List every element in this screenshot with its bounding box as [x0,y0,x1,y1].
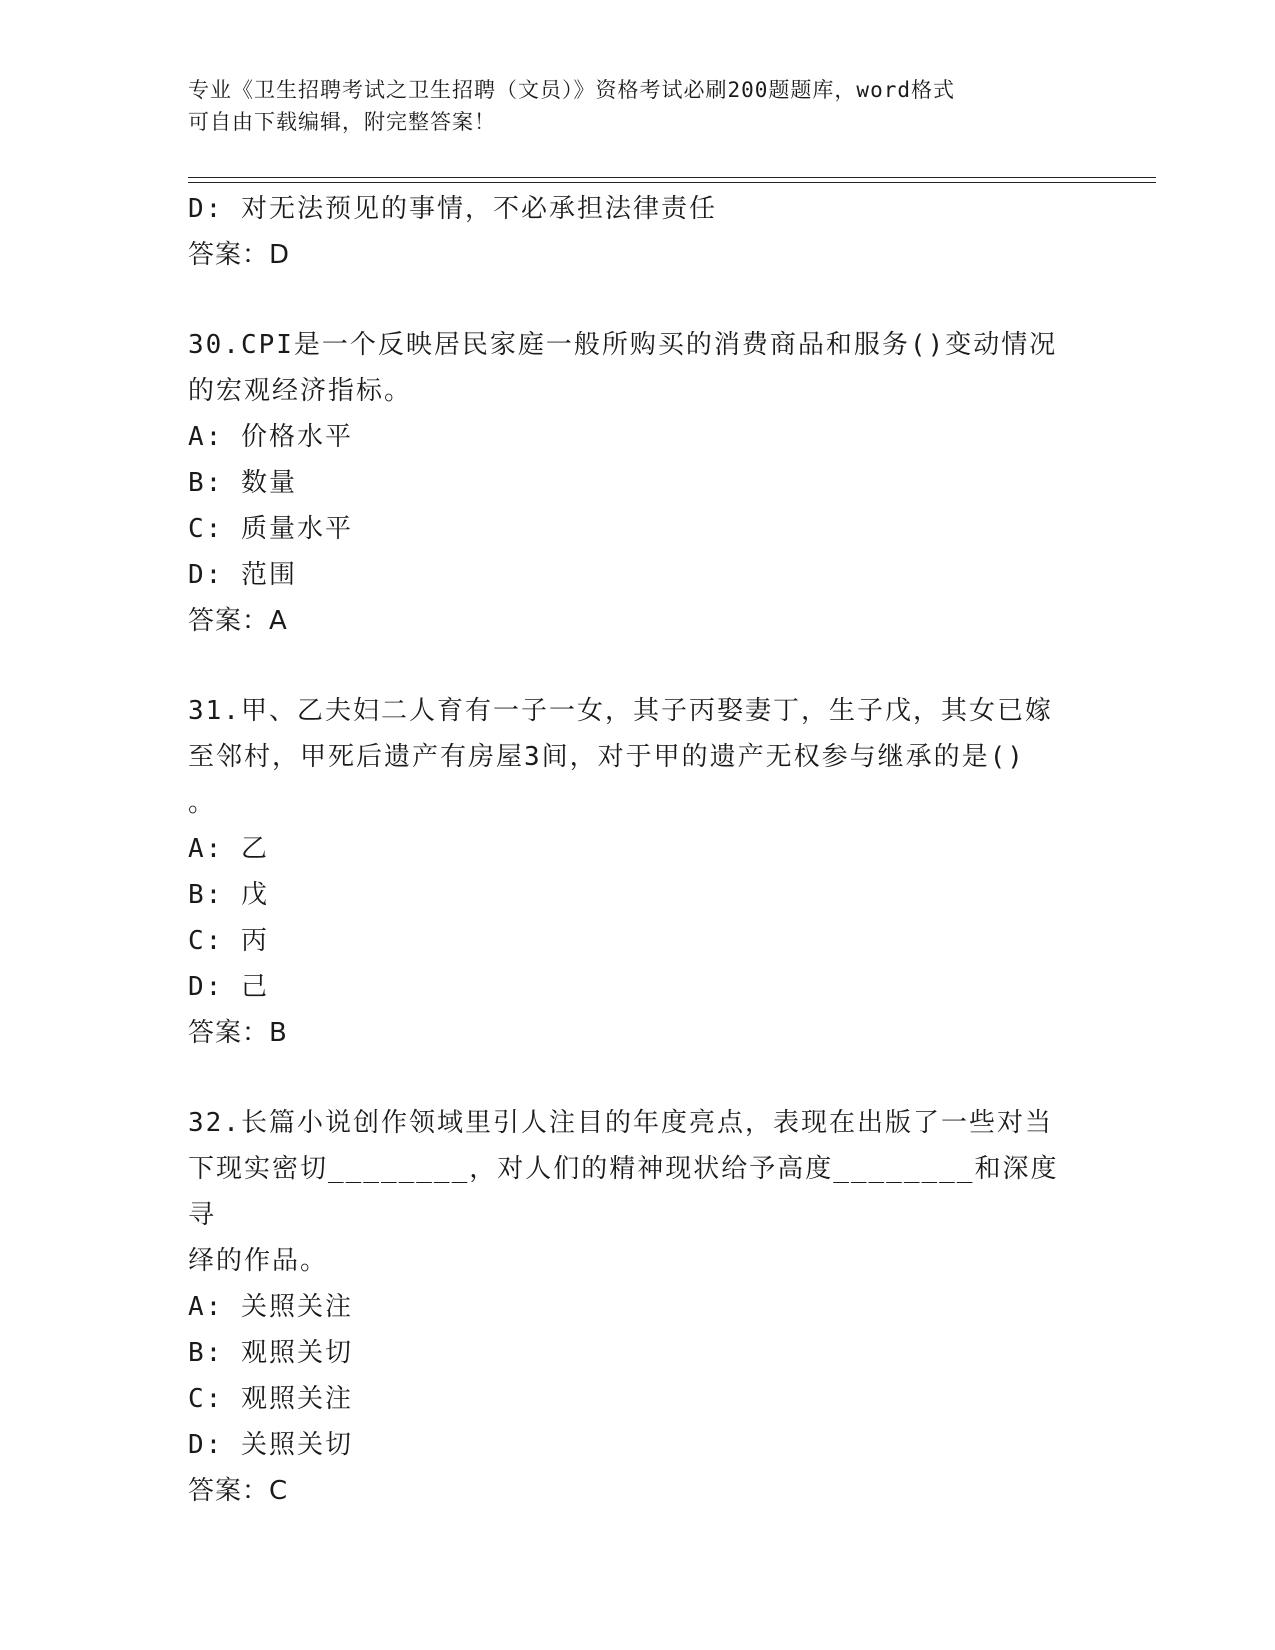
option-b: B: 戊 [188,880,269,910]
question-text-line-2: 的宏观经济指标。 [188,376,413,406]
question-text-line-1: 31.甲、乙夫妇二人育有一子一女，其子丙娶妻丁，生子戊，其女已嫁 [188,696,1053,726]
option-b: B: 观照关切 [188,1338,353,1368]
document-header [188,74,1068,138]
answer-line: 答案：D [188,240,291,270]
option-c: C: 丙 [188,926,269,956]
answer-line: 答案：A [188,606,288,636]
header-line-1: 专业《卫生招聘考试之卫生招聘（文员）》资格考试必刷200题题库，word格式 [188,78,955,102]
question-text-line-1: 30.CPI是一个反映居民家庭一般所购买的消费商品和服务()变动情况 [188,330,1058,360]
header-line-2: 可自由下载编辑，附完整答案！ [188,110,496,134]
option-c: C: 质量水平 [188,514,353,544]
option-d: D: 范围 [188,560,297,590]
question-text-line-2: 至邻村，甲死后遗产有房屋3间，对于甲的遗产无权参与继承的是() [188,742,1025,772]
option-d: D: 关照关切 [188,1430,353,1460]
option-a: A: 价格水平 [188,422,353,452]
question-text-line-3: 。 [188,788,217,818]
header-divider-top [188,177,1156,178]
option-c: C: 观照关注 [188,1384,353,1414]
answer-line: 答案：C [188,1476,289,1506]
question-text [188,688,1068,826]
document-body [188,186,1088,1514]
question-text-line-3: 绎的作品。 [188,1246,329,1276]
option-d: D: 己 [188,972,269,1002]
question-text [188,1100,1068,1284]
header-divider-bottom [188,182,1156,183]
question-31 [188,688,1088,1056]
option-a: A: 乙 [188,834,269,864]
option-b: B: 数量 [188,468,297,498]
question-text-line-2: 下现实密切________，对人们的精神现状给予高度________和深度寻 [188,1154,1059,1230]
question-32 [188,1100,1088,1514]
answer-line: 答案：B [188,1018,288,1048]
previous-question-tail [188,186,1088,278]
question-30 [188,322,1088,644]
question-text [188,322,1068,414]
option-a: A: 关照关注 [188,1292,353,1322]
question-text-line-1: 32.长篇小说创作领域里引人注目的年度亮点，表现在出版了一些对当 [188,1108,1053,1138]
option-d: D: 对无法预见的事情，不必承担法律责任 [188,194,717,224]
